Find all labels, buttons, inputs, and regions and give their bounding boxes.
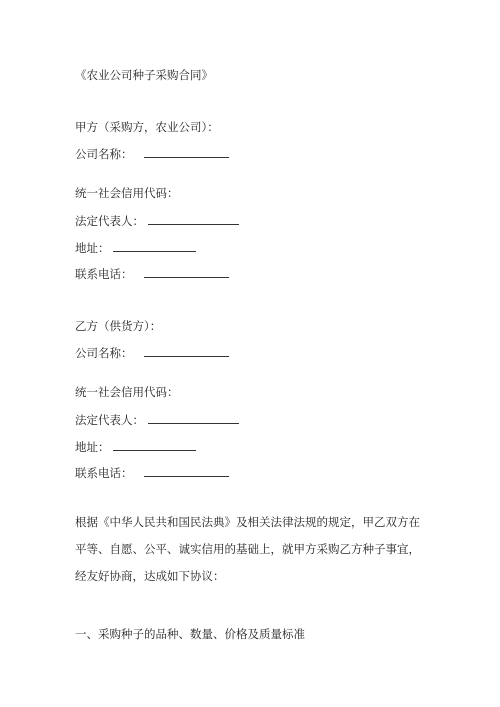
party-b-legal-rep-blank[interactable] [148, 412, 239, 424]
party-a-address-row [75, 240, 196, 255]
party-a-legal-rep-blank[interactable] [148, 213, 239, 225]
party-a-heading: 甲方（采购方，农业公司）： [75, 120, 219, 134]
party-b-heading: 乙方（供货方）： [75, 319, 162, 333]
party-b-company-blank[interactable] [144, 345, 229, 357]
party-b-credit-code-label: 统一社会信用代码： [75, 385, 179, 399]
party-a-phone-label: 联系电话： [75, 267, 133, 281]
party-b-phone-label: 联系电话： [75, 466, 133, 480]
party-b-address-row [75, 439, 196, 454]
preamble-paragraph: 根据《中华人民共和国民法典》及相关法律法规的规定，甲乙双方在平等、自愿、公平、诚实信用的基础上，就甲方采购乙方种子事宜，经友好协商，达成如下协议： [75, 515, 420, 583]
party-b-legal-rep-label: 法定代表人： [75, 413, 144, 427]
party-a-company-blank[interactable] [144, 146, 229, 158]
party-b-phone-blank[interactable] [144, 465, 229, 477]
section-1-heading: 一、采购种子的品种、数量、价格及质量标准 [75, 627, 305, 641]
party-a-address-label: 地址： [75, 241, 110, 255]
document-title: 《农业公司种子采购合同》 [75, 68, 213, 82]
party-a-legal-rep-label: 法定代表人： [75, 214, 144, 228]
party-b-address-label: 地址： [75, 440, 110, 454]
party-a-phone-blank[interactable] [144, 266, 229, 278]
party-a-phone-row [75, 266, 229, 281]
party-a-credit-code-label: 统一社会信用代码： [75, 186, 179, 200]
party-b-company-label: 公司名称： [75, 346, 133, 360]
party-a-address-blank[interactable] [113, 240, 196, 252]
party-b-phone-row [75, 465, 229, 480]
party-a-legal-rep-row [75, 213, 239, 228]
party-a-company-label: 公司名称： [75, 147, 133, 161]
party-a-company-row [75, 146, 229, 161]
party-b-company-row [75, 345, 229, 360]
party-b-legal-rep-row [75, 412, 239, 427]
party-b-address-blank[interactable] [113, 439, 196, 451]
